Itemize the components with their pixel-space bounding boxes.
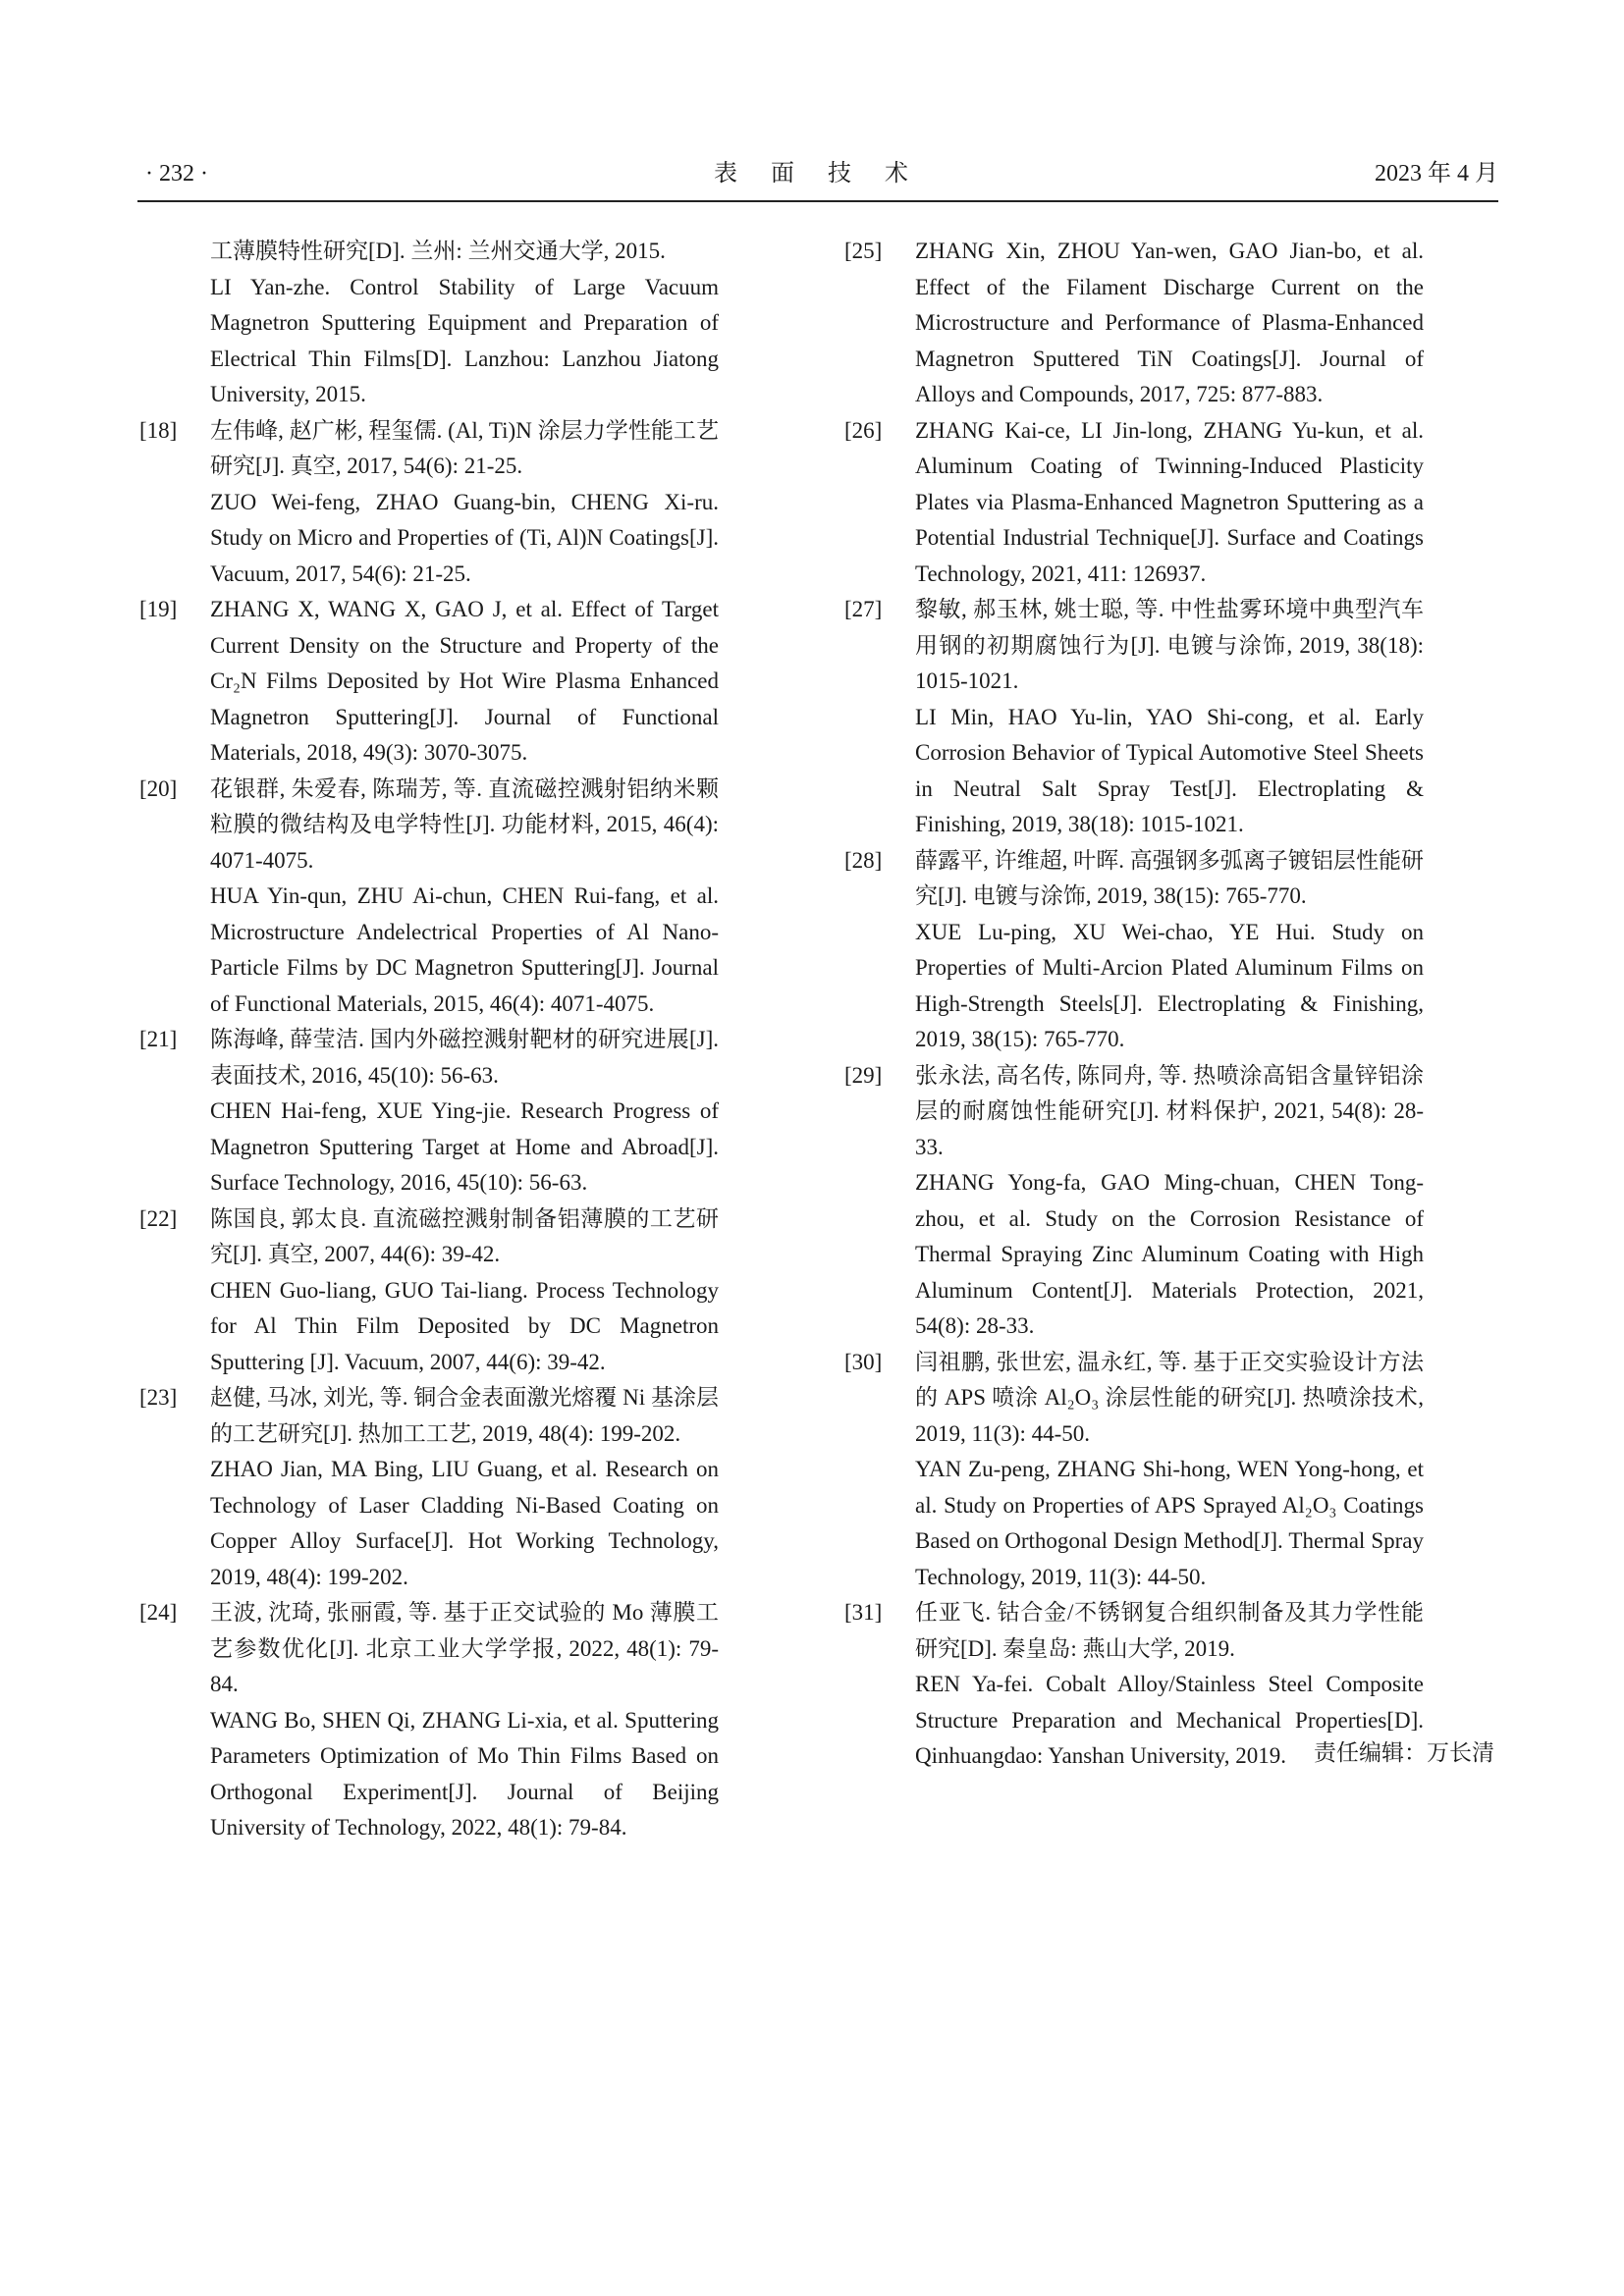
reference-number: [29]: [844, 1062, 883, 1088]
reference-text-chinese: 张永法, 高名传, 陈同舟, 等. 热喷涂高铝含量锌铝涂层的耐腐蚀性能研究[J]. 材料保护, 2021, 54(8): 28-33.: [915, 1062, 1424, 1159]
reference-text-english: ZHANG Yong-fa, GAO Ming-chuan, CHEN Tong-zhou, et al. Study on the Corrosion Resistance of Thermal Spraying Zinc Aluminum Coating with High Aluminum Content[J]. Materials Protection, 2021, 54(8): 28-33.: [915, 1170, 1424, 1338]
reference-text-chinese: 花银群, 朱爱春, 陈瑞芳, 等. 直流磁控溅射铝纳米颗粒膜的微结构及电学特性[J]. 功能材料, 2015, 46(4): 4071-4075.: [210, 775, 719, 873]
reference-text-english: XUE Lu-ping, XU Wei-chao, YE Hui. Study on Properties of Multi-Arcion Plated Aluminum Films on High-Strength Steels[J]. Electroplating & Finishing, 2019, 38(15): 765-770.: [915, 919, 1424, 1051]
reference-text-chinese: 赵健, 马冰, 刘光, 等. 铜合金表面激光熔覆 Ni 基涂层的工艺研究[J]. 热加工工艺, 2019, 48(4): 199-202.: [210, 1385, 719, 1446]
reference-item: [139, 1022, 719, 1201]
reference-text-english: CHEN Guo-liang, GUO Tai-liang. Process Technology for Al Thin Film Deposited by DC Magnetron Sputtering [J]. Vacuum, 2007, 44(6): 39-42.: [210, 1277, 719, 1374]
reference-text-chinese: 左伟峰, 赵广彬, 程玺儒. (Al, Ti)N 涂层力学性能工艺研究[J]. 真空, 2017, 54(6): 21-25.: [210, 417, 719, 478]
reference-item: [844, 413, 1424, 593]
reference-item: [139, 234, 719, 413]
reference-number: [18]: [139, 417, 178, 443]
reference-text-chinese: 工薄膜特性研究[D]. 兰州: 兰州交通大学, 2015.: [210, 239, 666, 263]
running-header: [137, 157, 1498, 198]
reference-number: [23]: [139, 1385, 178, 1410]
responsible-editor: 责任编辑：万长清: [1314, 1740, 1494, 1765]
reference-text-english: ZHANG Xin, ZHOU Yan-wen, GAO Jian-bo, et al. Effect of the Filament Discharge Current on the Microstructure and Performance of Plasma-Enhanced Magnetron Sputtered TiN Coatings[J]. Journal of Alloys and Compounds, 2017, 725: 877-883.: [915, 239, 1424, 406]
reference-item: [844, 1345, 1424, 1596]
reference-item: [139, 413, 719, 593]
reference-text-english: REN Ya-fei. Cobalt Alloy/Stainless Steel Composite Structure Preparation and Mechanical Properties[D]. Qinhuangdao: Yanshan University, 2019.: [915, 1672, 1424, 1768]
reference-item: [844, 234, 1424, 413]
journal-title: 表 面 技 术: [714, 161, 922, 187]
reference-text-chinese: 黎敏, 郝玉林, 姚士聪, 等. 中性盐雾环境中典型汽车用钢的初期腐蚀行为[J]. 电镀与涂饰, 2019, 38(18): 1015-1021.: [915, 597, 1424, 693]
reference-item: [844, 592, 1424, 843]
reference-number: [26]: [844, 417, 883, 443]
reference-number: [30]: [844, 1349, 883, 1374]
reference-item: [844, 843, 1424, 1058]
reference-number: [20]: [139, 775, 178, 801]
reference-number: [31]: [844, 1600, 883, 1625]
reference-number: [19]: [139, 597, 178, 621]
reference-text-english: WANG Bo, SHEN Qi, ZHANG Li-xia, et al. Sputtering Parameters Optimization of Mo Thin Films Based on Orthogonal Experiment[J]. Journal of Beijing University of Technology, 2022, 48(1): 79-84.: [210, 1707, 719, 1840]
reference-column-right: [844, 234, 1424, 1775]
reference-text-english: LI Yan-zhe. Control Stability of Large Vacuum Magnetron Sputtering Equipment and Preparation of Electrical Thin Films[D]. Lanzhou: Lanzhou Jiatong University, 2015.: [210, 274, 719, 406]
reference-text-english: ZUO Wei-feng, ZHAO Guang-bin, CHENG Xi-ru. Study on Micro and Properties of (Ti, Al)N Coatings[J]. Vacuum, 2017, 54(6): 21-25.: [210, 489, 719, 586]
reference-text-chinese: 薛露平, 许维超, 叶晖. 高强钢多弧离子镀铝层性能研究[J]. 电镀与涂饰, 2019, 38(15): 765-770.: [915, 847, 1424, 908]
reference-text-chinese: 陈海峰, 薛莹洁. 国内外磁控溅射靶材的研究进展[J]. 表面技术, 2016, 45(10): 56-63.: [210, 1027, 719, 1088]
reference-number: [27]: [844, 597, 883, 621]
reference-number: [24]: [139, 1600, 178, 1625]
reference-text-english: CHEN Hai-feng, XUE Ying-jie. Research Progress of Magnetron Sputtering Target at Home and Abroad[J]. Surface Technology, 2016, 45(10): 56-63.: [210, 1098, 719, 1195]
issue-date: 2023 年 4 月: [1375, 161, 1498, 187]
reference-item: [139, 1380, 719, 1595]
reference-text-english: HUA Yin-qun, ZHU Ai-chun, CHEN Rui-fang, et al. Microstructure Andelectrical Properties of Al Nano-Particle Films by DC Magnetron Sputtering[J]. Journal of Functional Materials, 2015, 46(4): 4071-4075.: [210, 883, 719, 1016]
reference-text-english: ZHANG Kai-ce, LI Jin-long, ZHANG Yu-kun, et al. Aluminum Coating of Twinning-Induced Plasticity Plates via Plasma-Enhanced Magnetron Sputtering as a Potential Industrial Technique[J]. Surface and Coatings Technology, 2021, 411: 126937.: [915, 417, 1424, 586]
reference-text-english: ZHANG X, WANG X, GAO J, et al. Effect of Target Current Density on the Structure and Property of the Cr₂N Films Deposited by Hot Wire Plasma Enhanced Magnetron Sputtering[J]. Journal of Functional Materials, 2018, 49(3): 3070-3075.: [210, 597, 719, 765]
reference-number: [25]: [844, 239, 883, 263]
reference-item: [139, 772, 719, 1023]
reference-item: [139, 1201, 719, 1381]
header-rule: [137, 200, 1498, 202]
reference-number: [28]: [844, 847, 883, 873]
reference-text-english: ZHAO Jian, MA Bing, LIU Guang, et al. Research on Technology of Laser Cladding Ni-Based Coating on Copper Alloy Surface[J]. Hot Working Technology, 2019, 48(4): 199-202.: [210, 1457, 719, 1589]
reference-text-english: YAN Zu-peng, ZHANG Shi-hong, WEN Yong-hong, et al. Study on Properties of APS Sprayed Al₂O₃ Coatings Based on Orthogonal Design Method[J]. Thermal Spray Technology, 2019, 11(3): 44-50.: [915, 1457, 1424, 1589]
reference-item: [139, 592, 719, 772]
reference-number: [21]: [139, 1027, 178, 1051]
reference-text-english: LI Min, HAO Yu-lin, YAO Shi-cong, et al. Early Corrosion Behavior of Typical Automotive Steel Sheets in Neutral Salt Spray Test[J]. Electroplating & Finishing, 2019, 38(18): 1015-1021.: [915, 704, 1424, 836]
reference-item: [844, 1058, 1424, 1345]
reference-number: [22]: [139, 1205, 178, 1231]
page-number: · 232 ·: [145, 161, 208, 187]
reference-text-chinese: 陈国良, 郭太良. 直流磁控溅射制备铝薄膜的工艺研究[J]. 真空, 2007, 44(6): 39-42.: [210, 1205, 719, 1266]
reference-text-chinese: 王波, 沈琦, 张丽霞, 等. 基于正交试验的 Mo 薄膜工艺参数优化[J]. 北京工业大学学报, 2022, 48(1): 79-84.: [210, 1600, 719, 1696]
reference-item: [139, 1595, 719, 1846]
reference-column-left: [139, 234, 719, 1846]
reference-text-chinese: 任亚飞. 钴合金/不锈钢复合组织制备及其力学性能研究[D]. 秦皇岛: 燕山大学, 2019.: [915, 1600, 1424, 1661]
reference-text-chinese: 闫祖鹏, 张世宏, 温永红, 等. 基于正交实验设计方法的 APS 喷涂 Al₂O₃ 涂层性能的研究[J]. 热喷涂技术, 2019, 11(3): 44-50.: [915, 1349, 1424, 1446]
